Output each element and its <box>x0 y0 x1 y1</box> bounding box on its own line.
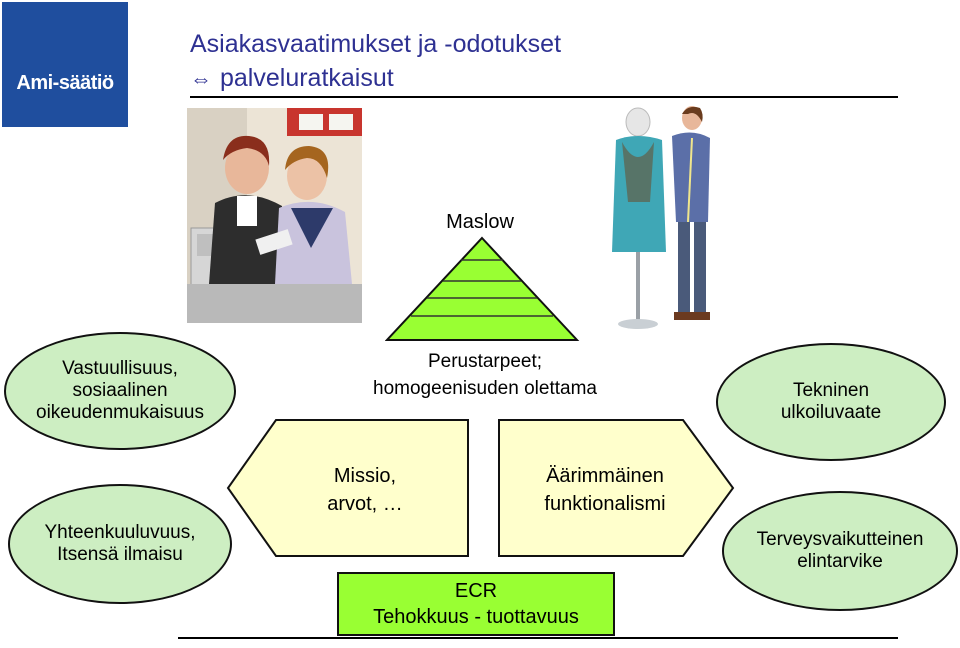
tekninen-line2: ulkoiluvaate <box>780 402 882 423</box>
ami-saatio-logo <box>2 2 128 127</box>
perustarpeet-line2: homogeenisuden olettama <box>373 378 597 399</box>
perustarpeet-line1: Perustarpeet; <box>427 351 543 372</box>
vastuullisuus-line1: Vastuullisuus, <box>62 358 178 379</box>
title-divider <box>190 96 898 98</box>
perustarpeet-text <box>320 348 650 402</box>
aarimmainen-line1: Äärimmäinen <box>546 465 664 487</box>
ecr-box <box>337 572 615 636</box>
missio-text <box>270 462 460 518</box>
yhteenkuuluvuus-line2: Itsensä ilmaisu <box>57 544 183 565</box>
vastuullisuus-line3: oikeudenmukaisuus <box>36 402 204 423</box>
page-title-line2 <box>190 64 394 93</box>
maslow-label: Maslow <box>446 211 514 233</box>
missio-line2: arvot, … <box>327 493 403 515</box>
page-title-line2-text: palveluratkaisut <box>220 64 394 92</box>
yhteenkuuluvuus-line1: Yhteenkuuluvuus, <box>44 522 196 543</box>
yhteenkuuluvuus-ellipse <box>8 484 232 604</box>
tekninen-ellipse <box>716 343 946 461</box>
mannequin-fitting-photo <box>608 102 718 342</box>
vastuullisuus-ellipse <box>4 332 236 450</box>
terveysvaikutteinen-line1: Terveysvaikutteinen <box>756 529 924 550</box>
maslow-pyramid <box>385 236 580 342</box>
bottom-divider <box>178 637 898 639</box>
aarimmainen-line2: funktionalismi <box>544 493 666 515</box>
shop-assistants-photo <box>187 108 362 323</box>
pyramid-shape <box>387 238 577 340</box>
logo-text: Ami-säätiö <box>16 72 114 94</box>
page-title-line1: Asiakasvaatimukset ja -odotukset <box>190 30 562 58</box>
ecr-line1: ECR <box>454 580 498 602</box>
terveysvaikutteinen-line2: elintarvike <box>797 551 883 572</box>
double-arrow-icon: ⇔ <box>190 66 212 91</box>
aarimmainen-text <box>505 462 705 518</box>
terveysvaikutteinen-ellipse <box>722 491 958 611</box>
vastuullisuus-line2: sosiaalinen <box>72 380 168 401</box>
ecr-line2: Tehokkuus - tuottavuus <box>373 606 579 628</box>
tekninen-line1: Tekninen <box>792 380 870 401</box>
shop-assistants-illustration <box>187 108 362 323</box>
mannequin-illustration <box>608 102 718 342</box>
missio-line1: Missio, <box>333 465 397 487</box>
